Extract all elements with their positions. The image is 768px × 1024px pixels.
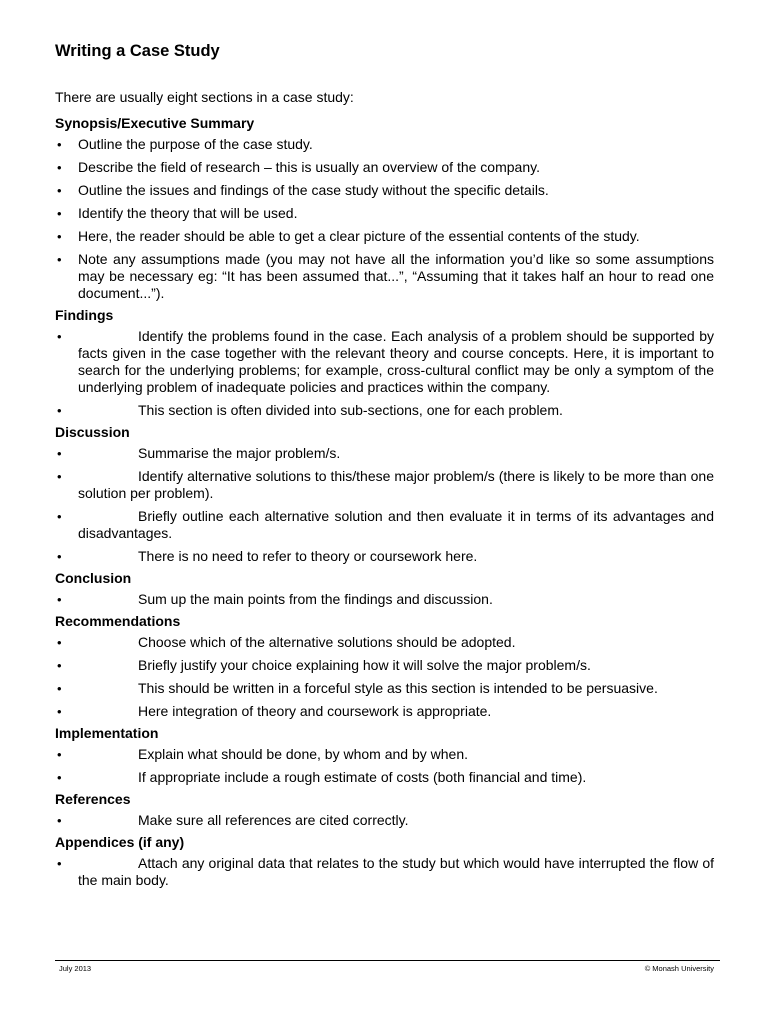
list-item-text: Here, the reader should be able to get a clear picture of the essential contents of the study.	[78, 228, 640, 244]
list-item	[55, 136, 714, 153]
bullet-list	[55, 855, 714, 889]
bullet-icon: •	[57, 856, 62, 871]
list-item-text: Identify alternative solutions to this/these major problem/s (there is likely to be more than one solution per problem).	[78, 468, 714, 501]
list-item-text: Briefly justify your choice explaining how it will solve the major problem/s.	[138, 657, 591, 673]
section-heading: Conclusion	[55, 570, 132, 586]
section-conclusion	[55, 569, 714, 608]
list-item-text: Sum up the main points from the findings and discussion.	[138, 591, 493, 607]
section-discussion	[55, 423, 714, 565]
list-item	[55, 402, 714, 419]
list-item-text: Summarise the major problem/s.	[138, 445, 341, 461]
list-item	[55, 205, 714, 222]
bullet-icon: •	[57, 549, 62, 564]
bullet-list	[55, 328, 714, 419]
section-findings	[55, 306, 714, 419]
list-item-text: Attach any original data that relates to the study but which would have interrupted the flow of the main body.	[78, 855, 714, 888]
bullet-list	[55, 136, 714, 302]
bullet-list	[55, 591, 714, 608]
bullet-list	[55, 746, 714, 786]
list-item	[55, 328, 714, 396]
list-item-text: This section is often divided into sub-sections, one for each problem.	[138, 402, 563, 418]
bullet-icon: •	[57, 137, 62, 152]
list-item-text: Identify the theory that will be used.	[78, 205, 298, 221]
page-title: Writing a Case Study	[55, 42, 220, 60]
footer-date: July 2013	[59, 964, 92, 973]
list-item-text: Outline the purpose of the case study.	[78, 136, 313, 152]
list-item-text: Identify the problems found in the case. Each analysis of a problem should be supported by facts given in the case together with the relevant theory and course concepts. Here, it is important to search for the underlying problems; for example, cross-cultural conflict may be only a symptom of the underlying problem of inadequate policies and practices within the company.	[78, 328, 714, 395]
list-item	[55, 591, 714, 608]
list-item	[55, 508, 714, 542]
list-item-text: This should be written in a forceful style as this section is intended to be persuasive.	[138, 680, 658, 696]
list-item	[55, 159, 714, 176]
section-appendices	[55, 833, 714, 889]
list-item	[55, 855, 714, 889]
list-item-text: Explain what should be done, by whom and by when.	[138, 746, 468, 762]
bullet-icon: •	[57, 229, 62, 244]
list-item	[55, 769, 714, 786]
bullet-icon: •	[57, 446, 62, 461]
list-item-text: Briefly outline each alternative solution and then evaluate it in terms of its advantages and disadvantages.	[78, 508, 714, 541]
bullet-icon: •	[57, 681, 62, 696]
list-item	[55, 182, 714, 199]
list-item	[55, 634, 714, 651]
list-item-text: Make sure all references are cited correctly.	[138, 812, 409, 828]
bullet-icon: •	[57, 160, 62, 175]
list-item	[55, 680, 714, 697]
bullet-icon: •	[57, 635, 62, 650]
bullet-icon: •	[57, 592, 62, 607]
section-heading: Implementation	[55, 725, 159, 741]
list-item-text: There is no need to refer to theory or coursework here.	[138, 548, 478, 564]
bullet-list	[55, 812, 714, 829]
list-item	[55, 657, 714, 674]
bullet-icon: •	[57, 658, 62, 673]
list-item	[55, 746, 714, 763]
bullet-list	[55, 445, 714, 565]
list-item-text: Choose which of the alternative solutions should be adopted.	[138, 634, 516, 650]
bullet-icon: •	[57, 813, 62, 828]
list-item	[55, 445, 714, 462]
list-item-text: Outline the issues and findings of the case study without the specific details.	[78, 182, 549, 198]
list-item	[55, 703, 714, 720]
intro-text: There are usually eight sections in a case study:	[55, 89, 354, 105]
document-body	[55, 114, 714, 893]
bullet-icon: •	[57, 704, 62, 719]
footer-copyright: © Monash University	[644, 964, 714, 973]
section-heading: Discussion	[55, 424, 130, 440]
bullet-icon: •	[57, 770, 62, 785]
section-heading: Appendices (if any)	[55, 834, 185, 850]
bullet-icon: •	[57, 183, 62, 198]
list-item-text: If appropriate include a rough estimate of costs (both financial and time).	[138, 769, 587, 785]
section-heading: Findings	[55, 307, 114, 323]
section-references	[55, 790, 714, 829]
section-recommendations	[55, 612, 714, 720]
bullet-icon: •	[57, 403, 62, 418]
footer-divider	[55, 960, 720, 961]
section-heading: References	[55, 791, 131, 807]
list-item-text: Note any assumptions made (you may not have all the information you’d like so some assumptions may be necessary eg: “It has been assumed that...”, “Assuming that it takes half an hour to read one document...”).	[78, 251, 714, 301]
list-item	[55, 468, 714, 502]
list-item-text: Describe the field of research – this is usually an overview of the company.	[78, 159, 540, 175]
bullet-icon: •	[57, 206, 62, 221]
list-item	[55, 548, 714, 565]
bullet-icon: •	[57, 252, 62, 267]
bullet-icon: •	[57, 329, 62, 344]
bullet-icon: •	[57, 747, 62, 762]
list-item	[55, 812, 714, 829]
section-synopsis	[55, 114, 714, 302]
list-item-text: Here integration of theory and coursework is appropriate.	[138, 703, 492, 719]
section-heading: Synopsis/Executive Summary	[55, 115, 255, 131]
bullet-icon: •	[57, 469, 62, 484]
list-item	[55, 251, 714, 302]
section-heading: Recommendations	[55, 613, 181, 629]
bullet-icon: •	[57, 509, 62, 524]
bullet-list	[55, 634, 714, 720]
section-implementation	[55, 724, 714, 786]
list-item	[55, 228, 714, 245]
